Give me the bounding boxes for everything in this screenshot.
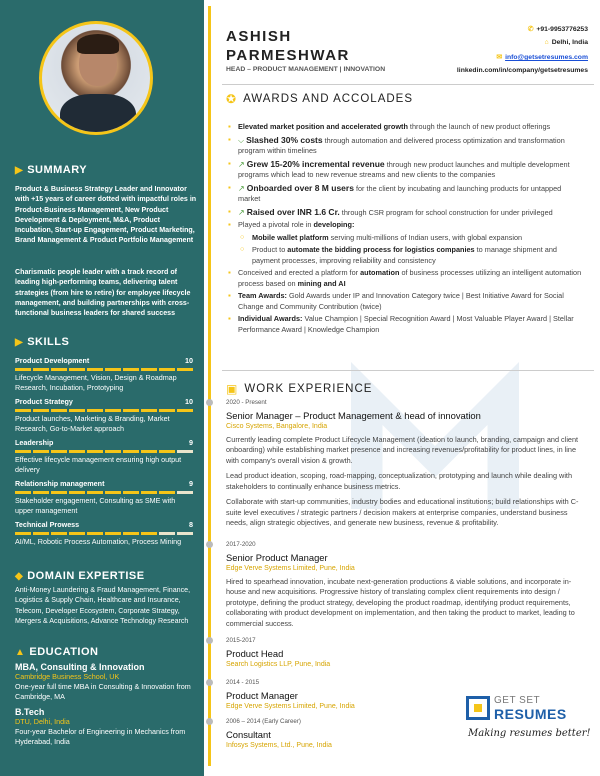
cost-down-icon: ⌵: [238, 135, 245, 145]
header-rule: [222, 84, 594, 85]
skill-bar-segment: [87, 491, 103, 494]
job-company: Search Logistics LLP, Pune, India: [226, 661, 331, 668]
skill-bar-segment: [15, 368, 31, 371]
award-item: ▪ ⌵ Slashed 30% costs through automation and delivered process optimization and transformation program within timelines: [228, 135, 584, 157]
job-date: 2015-2017: [226, 637, 256, 644]
domain-heading: ◆ DOMAIN EXPERTISE: [15, 570, 145, 582]
award-item: ▪ ↗ Grew 15-20% incremental revenue through new product launches and multiple development programs which lead to new revenue streams and new clients to the companies: [228, 159, 584, 181]
skill-bar: [15, 532, 193, 535]
job-description: Lead product ideation, scoping, road-mapping, conceptualization, prototyping and launch while dealing with stakeholders to continually enhance business metrics.: [226, 471, 573, 491]
school: Cambridge Business School, UK: [15, 672, 120, 681]
logo-icon: [466, 696, 490, 720]
timeline-dot: [206, 399, 213, 406]
job-title: Product Manager: [226, 689, 298, 701]
skill-desc: AI/ML, Robotic Process Automation, Process Mining: [15, 537, 182, 546]
accent-divider: [208, 6, 211, 766]
candidate-name: ASHISH PARMESHWAR: [226, 28, 350, 64]
section-rule: [222, 370, 594, 371]
brand-line1: GET SET: [494, 695, 541, 706]
trend-up-icon: ↗: [238, 159, 245, 169]
degree: MBA, Consulting & Innovation: [15, 662, 145, 672]
skill-name: Leadership: [15, 438, 54, 447]
award-item: ▪ Conceived and erected a platform for automation of business processes utilizing an intelligent automation process based on mining and AI: [228, 268, 584, 289]
job-company: Edge Verve Systems Limited, Pune, India: [226, 565, 355, 572]
skill-bar-segment: [177, 532, 193, 535]
summary-text-1: Product & Business Strategy Leader and Innovator with +15 years of career dotted with impactful roles in Product-Business Management, New Product Development & Deployment, M&A, Product Incubation, Start-up Engagement, Product Marketing, Brand Management & Product Portfolio Management: [15, 185, 197, 245]
award-item: ▪ Team Awards: Gold Awards under IP and Innovation Category twice | Best Initiative Award for Social Change and Community Contribution (twice): [228, 291, 584, 312]
timeline-dot: [206, 679, 213, 686]
skill-bar-segment: [51, 409, 67, 412]
trend-up-icon: ↗: [238, 207, 245, 217]
skill-bar-segment: [159, 491, 175, 494]
degree: B.Tech: [15, 707, 45, 717]
summary-heading: ▶ SUMMARY: [15, 164, 88, 176]
skill-bar-segment: [141, 491, 157, 494]
timeline-dot: [206, 541, 213, 548]
skill-desc: Effective lifecycle management ensuring high output delivery: [15, 455, 182, 474]
contact-linkedin[interactable]: linkedin.com/in/company/getsetresumes: [456, 67, 588, 74]
skill-bar-segment: [87, 368, 103, 371]
skill-item: [15, 479, 193, 516]
job-entry: [226, 540, 588, 629]
job-title: Senior Product Manager: [226, 551, 328, 563]
skill-name: Product Strategy: [15, 397, 73, 406]
skill-bar-segment: [105, 491, 121, 494]
skill-bar-segment: [51, 450, 67, 453]
skill-bar-segment: [87, 532, 103, 535]
skill-bar-segment: [87, 409, 103, 412]
job-date: 2020 - Present: [226, 399, 267, 406]
skill-bar-segment: [123, 491, 139, 494]
profile-photo: [39, 21, 153, 135]
skill-bar-segment: [51, 368, 67, 371]
skill-score: 9: [189, 479, 193, 488]
domain-icon: ◆: [15, 570, 24, 582]
education-desc: One-year full time MBA in Consulting & Innovation from Cambridge, MA: [15, 682, 191, 701]
skill-score: 8: [189, 520, 193, 529]
skill-bar-segment: [33, 450, 49, 453]
skill-item: [15, 520, 193, 547]
skill-bar: [15, 491, 193, 494]
skill-bar-segment: [105, 450, 121, 453]
skill-bar-segment: [141, 368, 157, 371]
award-item: ○ Product to automate the bidding process for logistics companies to manage shipment and payment processes, improving reliability and consistency: [228, 245, 584, 266]
skill-bar-segment: [33, 491, 49, 494]
skill-bar-segment: [141, 532, 157, 535]
skill-bar-segment: [177, 409, 193, 412]
skill-bar-segment: [69, 491, 85, 494]
skill-bar-segment: [69, 368, 85, 371]
award-item: ▪ Individual Awards: Value Champion | Special Recognition Award | Most Valuable Player Award | Stellar Performance Award | Knowledge Champion: [228, 314, 584, 335]
skill-bar-segment: [15, 450, 31, 453]
skill-bar-segment: [33, 532, 49, 535]
summary-text-2: Charismatic people leader with a track record of leading high-performing teams, delivering talent strategies (from hire to retire) for employee lifecycle management, and building partnerships with cross-functional business leaders for shared success: [15, 268, 191, 318]
skill-bar-segment: [123, 450, 139, 453]
briefcase-icon: ▣: [226, 382, 239, 396]
skill-bar-segment: [105, 368, 121, 371]
job-entry: [226, 398, 588, 529]
candidate-role: HEAD – PRODUCT MANAGEMENT | INNOVATION: [226, 66, 386, 73]
contact-location: ⌂ Delhi, India: [544, 39, 588, 46]
education-item: [15, 707, 197, 747]
skill-bar-segment: [87, 450, 103, 453]
skill-item: [15, 397, 193, 434]
graduation-cap-icon: ▲: [15, 646, 26, 658]
phone-icon: ✆: [527, 26, 534, 33]
skill-bar-segment: [159, 450, 175, 453]
skill-bar-segment: [33, 409, 49, 412]
award-item: ▪ Played a pivotal role in developing:: [228, 220, 584, 231]
job-description: Currently leading complete Product Lifecycle Management (ideation to launch, branding, campaign and client onboarding) while establishing market presence and increasing revenues/profitability for product lines, in line with company's overall vision & growth.: [226, 434, 579, 465]
skill-score: 9: [189, 438, 193, 447]
skill-bar-segment: [15, 532, 31, 535]
experience-heading: ▣ WORK EXPERIENCE: [226, 382, 373, 396]
awards-heading: ✪ AWARDS AND ACCOLADES: [226, 92, 414, 106]
brand-logo: [462, 692, 592, 748]
skill-bar: [15, 450, 193, 453]
skill-bar-segment: [141, 409, 157, 412]
sidebar: [0, 0, 204, 776]
job-company: Edge Verve Systems Limited, Pune, India: [226, 703, 355, 710]
skill-item: [15, 356, 193, 393]
contact-email[interactable]: ✉ info@getsetresumes.com: [496, 54, 588, 61]
skill-bar-segment: [51, 491, 67, 494]
award-item: ▪ ↗ Onboarded over 8 M users for the client by incubating and launching products for untapped market: [228, 183, 584, 205]
skill-bar-segment: [177, 450, 193, 453]
skill-bar: [15, 368, 193, 371]
skills-icon: ▶: [15, 336, 24, 348]
skill-bar-segment: [123, 409, 139, 412]
skill-bar-segment: [159, 532, 175, 535]
domain-text: Anti-Money Laundering & Fraud Management, Finance, Logistics & Supply Chain, Healthcare and Insurance, Telecom, Developer Ecosystem, Corporate Strategy, Mergers & Acquisitions, Advance Technology Research: [15, 586, 191, 625]
skill-name: Product Development: [15, 356, 90, 365]
skill-bar-segment: [105, 532, 121, 535]
education-desc: Four-year Bachelor of Engineering in Mechanics from Hyderabad, India: [15, 727, 186, 746]
location-icon: ⌂: [544, 39, 549, 46]
trend-up-icon: ↗: [238, 183, 245, 193]
award-icon: ✪: [226, 92, 238, 106]
contact-phone: ✆ +91-9953776253: [527, 26, 588, 33]
skill-bar-segment: [141, 450, 157, 453]
skill-bar-segment: [123, 368, 139, 371]
job-title: Product Head: [226, 647, 284, 659]
skill-desc: Stakeholder engagement, Consulting as SME with upper management: [15, 496, 176, 515]
award-item: ▪ Elevated market position and accelerated growth through the launch of new product offerings: [228, 122, 584, 133]
timeline-dot: [206, 718, 213, 725]
skill-bar: [15, 409, 193, 412]
skills-heading: ▶ SKILLS: [15, 336, 70, 348]
skill-bar-segment: [159, 409, 175, 412]
skill-bar-segment: [69, 532, 85, 535]
skill-bar-segment: [33, 368, 49, 371]
skill-desc: Lifecycle Management, Vision, Design & Roadmap Research, Incubation, Prototyping: [15, 373, 177, 392]
education-item: [15, 662, 197, 702]
email-icon: ✉: [496, 54, 503, 61]
job-date: 2014 - 2015: [226, 679, 260, 686]
job-company: Cisco Systems, Bangalore, India: [226, 423, 328, 430]
skill-bar-segment: [51, 532, 67, 535]
skill-name: Technical Prowess: [15, 520, 80, 529]
skill-bar-segment: [15, 491, 31, 494]
job-date: 2017-2020: [226, 541, 256, 548]
school: DTU, Delhi, India: [15, 717, 70, 726]
job-company: Infosys Systems, Ltd., Pune, India: [226, 742, 332, 749]
summary-icon: ▶: [15, 164, 24, 176]
skill-desc: Product launches, Marketing & Branding, Market Research, Go-to-Market approach: [15, 414, 170, 433]
brand-line2: RESUMES: [494, 706, 567, 722]
skill-bar-segment: [105, 409, 121, 412]
job-title: Consultant: [226, 728, 271, 740]
award-item: ▪ ↗ Raised over INR 1.6 Cr. through CSR program for school construction for under privileged: [228, 207, 584, 219]
job-title: Senior Manager – Product Management & head of innovation: [226, 409, 481, 421]
skill-bar-segment: [123, 532, 139, 535]
skill-name: Relationship management: [15, 479, 105, 488]
job-description: Hired to spearhead innovation, incubate next-generation productions & viable solutions, and incorporate in-house and new acquisitions. Progressive history of translating complex client requirements into design / prototype, defining the product strategy, developing the product roadmap, identifying product requirements, collaborating with product development on implementation, and then taking the product to market, leading to commercial success.: [226, 576, 575, 628]
brand-tagline: Making resumes better!: [468, 728, 591, 739]
skill-bar-segment: [177, 491, 193, 494]
job-date: 2006 – 2014 (Early Career): [226, 718, 301, 725]
job-entry: [226, 636, 588, 671]
skill-score: 10: [185, 356, 193, 365]
skill-bar-segment: [177, 368, 193, 371]
awards-list: [228, 122, 584, 337]
skill-bar-segment: [159, 368, 175, 371]
skill-item: [15, 438, 193, 475]
skill-bar-segment: [15, 409, 31, 412]
skill-bar-segment: [69, 409, 85, 412]
skill-score: 10: [185, 397, 193, 406]
timeline-dot: [206, 637, 213, 644]
job-description: Collaborate with start-up communities, industry bodies and educational institutions; build relationships with C-suite level executives / strategic partners / decision makers at enterprise companies, understand business needs, align strategic objectives, and generate new business, revenue & profitability.: [226, 497, 579, 527]
skill-bar-segment: [69, 450, 85, 453]
award-item: ○ Mobile wallet platform serving multi-millions of Indian users, with global expansion: [228, 233, 584, 244]
education-heading: ▲ EDUCATION: [15, 646, 99, 658]
